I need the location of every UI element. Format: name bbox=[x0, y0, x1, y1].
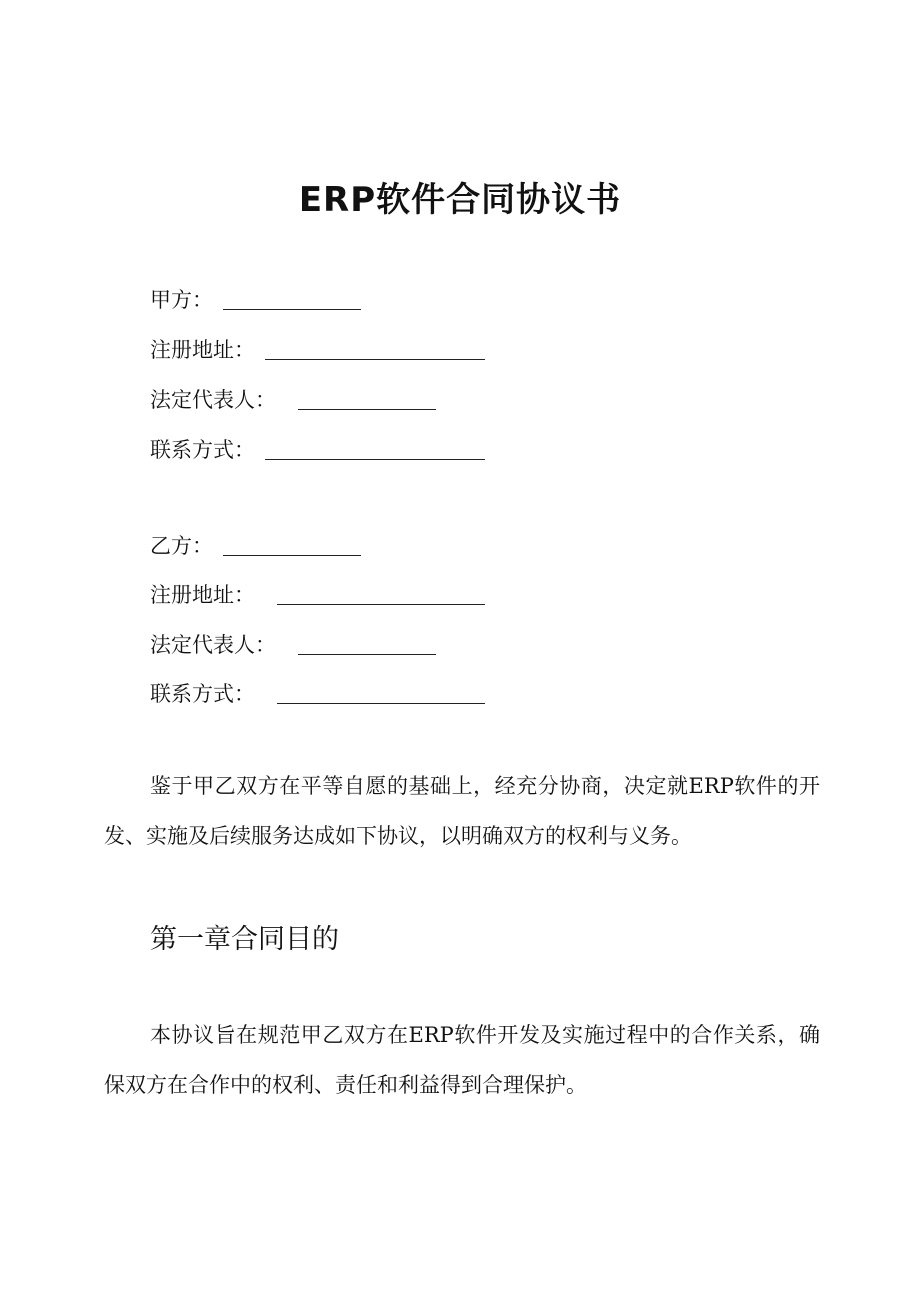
chapter-1-paragraph: 本协议旨在规范甲乙双方在ERP软件开发及实施过程中的合作关系，确保双方在合作中的权利、责任和利益得到合理保护。 bbox=[104, 1023, 820, 1097]
party-b-contact-label: 联系方式： bbox=[150, 682, 255, 706]
party-b-label: 乙方： bbox=[150, 534, 213, 558]
party-a-representative-field bbox=[150, 385, 436, 415]
party-b-address-field bbox=[150, 580, 485, 610]
party-a-address-field bbox=[150, 335, 485, 365]
chapter-1-heading: 第一章合同目的 bbox=[150, 924, 339, 955]
party-a-blank[interactable] bbox=[223, 287, 361, 310]
party-a-contact-field bbox=[150, 435, 485, 465]
party-a-address-blank[interactable] bbox=[265, 337, 485, 360]
party-a-representative-label: 法定代表人： bbox=[150, 388, 276, 412]
party-b-address-label: 注册地址： bbox=[150, 583, 255, 607]
party-a-address-label: 注册地址： bbox=[150, 338, 255, 362]
party-a-field bbox=[150, 285, 361, 315]
party-a-contact-blank[interactable] bbox=[265, 437, 485, 460]
document-title: ERP软件合同协议书 bbox=[298, 180, 622, 220]
party-a-contact-label: 联系方式： bbox=[150, 438, 255, 462]
party-b-field bbox=[150, 531, 361, 561]
party-b-representative-label: 法定代表人： bbox=[150, 633, 276, 657]
preamble-paragraph: 鉴于甲乙双方在平等自愿的基础上，经充分协商，决定就ERP软件的开发、实施及后续服务达成如下协议，以明确双方的权利与义务。 bbox=[104, 774, 820, 848]
party-b-contact-field bbox=[150, 679, 485, 709]
party-a-label: 甲方： bbox=[150, 288, 213, 312]
party-b-contact-blank[interactable] bbox=[277, 681, 485, 704]
party-b-blank[interactable] bbox=[223, 533, 361, 556]
party-b-representative-blank[interactable] bbox=[298, 632, 436, 655]
party-b-address-blank[interactable] bbox=[277, 582, 485, 605]
party-a-representative-blank[interactable] bbox=[298, 387, 436, 410]
party-b-representative-field bbox=[150, 630, 436, 660]
